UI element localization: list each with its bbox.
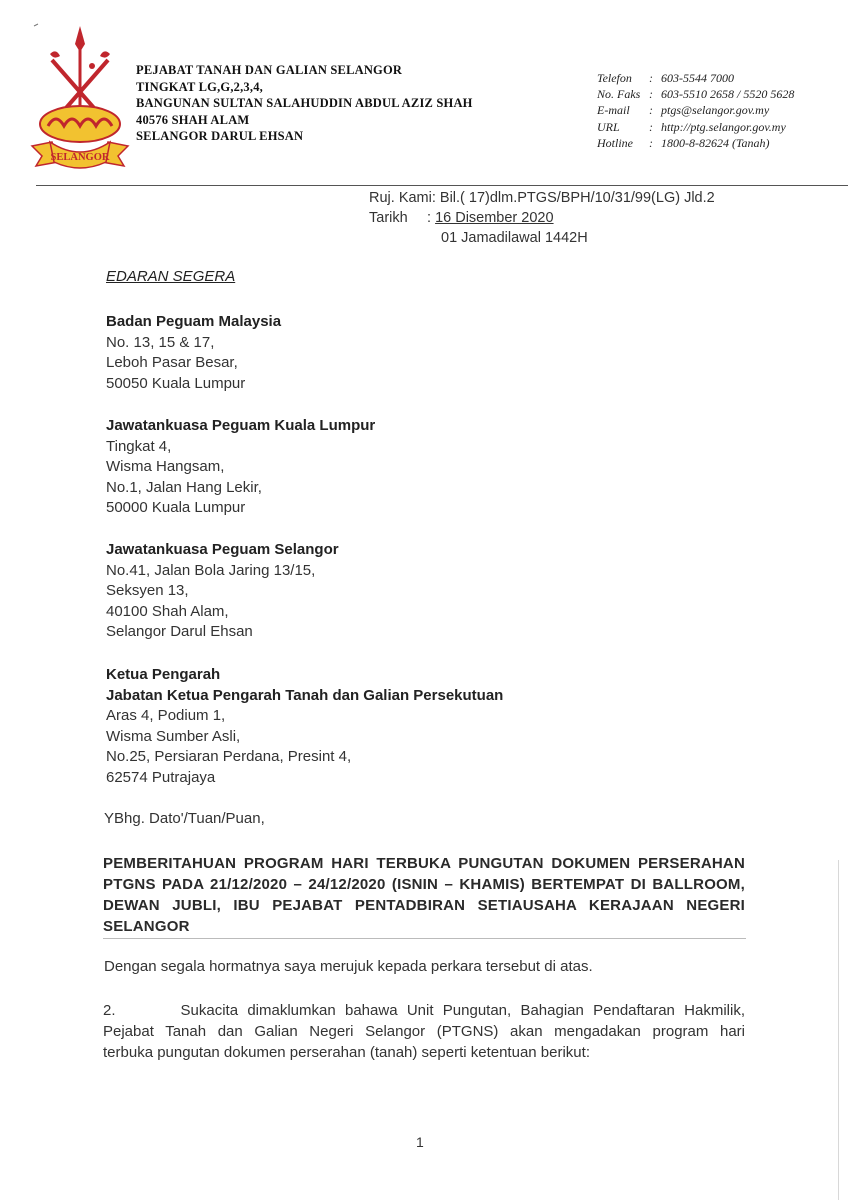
contact-label: Hotline — [597, 135, 633, 150]
contact-value: http://ptg.selangor.gov.my — [661, 119, 786, 134]
address-line: Leboh Pasar Besar, — [106, 354, 238, 371]
address-line: 62574 Putrajaya — [106, 768, 216, 786]
org-line: TINGKAT LG,G,2,3,4, — [136, 79, 263, 94]
recipient-address — [106, 540, 339, 643]
paragraph-1: Dengan segala hormatnya saya merujuk kepada perkara tersebut di atas. — [104, 958, 593, 975]
recipient-name: Jawatankuasa Peguam Kuala Lumpur — [106, 417, 376, 434]
contact-row-telefon: Telefon : 603-5544 7000 — [597, 71, 734, 85]
greeting: YBhg. Dato'/Tuan/Puan, — [104, 810, 265, 827]
date-hijri: 01 Jamadilawal 1442H — [441, 230, 588, 246]
crest-ribbon-text: SELANGOR — [50, 152, 110, 163]
reference-block — [369, 188, 715, 248]
organisation-address — [136, 62, 473, 145]
org-line: SELANGOR DARUL EHSAN — [136, 129, 304, 143]
recipient-address — [106, 416, 375, 519]
contact-label: Telefon — [597, 71, 632, 85]
paragraph-2 — [103, 1000, 745, 1063]
paragraph-line: terbuka pungutan dokumen perserahan (tanah) seperti ketentuan berikut: — [103, 1044, 590, 1061]
contact-row-email: E-mail : ptgs@selangor.gov.my — [597, 103, 770, 118]
address-line: 50050 Kuala Lumpur — [106, 374, 246, 392]
selangor-crest-logo — [28, 14, 132, 170]
address-line: Tingkat 4, — [106, 437, 172, 455]
subject-line: PTGNS PADA 21/12/2020 – 24/12/2020 (ISNIN – KHAMIS) BERTEMPAT DI BALLROOM, — [103, 876, 745, 893]
recipient-name: Badan Peguam Malaysia — [106, 313, 282, 330]
recipient-address — [106, 665, 503, 788]
date-row: Tarikh : 16 Disember 2020 — [369, 210, 554, 226]
reference-number: Ruj. Kami: Bil.( 17)dlm.PTGS/BPH/10/31/99(LG) Jld.2 — [369, 190, 715, 206]
address-line: No.25, Persiaran Perdana, Presint 4, — [106, 748, 352, 765]
subject-heading — [103, 853, 745, 937]
header-divider — [36, 185, 848, 186]
paragraph-line: Pejabat Tanah dan Galian Negeri Selangor (PTGNS) akan mengadakan program hari — [103, 1023, 745, 1040]
subject-line: SELANGOR — [103, 918, 190, 935]
recipient-name: Jawatankuasa Peguam Selangor — [106, 541, 339, 558]
address-line: 50000 Kuala Lumpur — [106, 499, 246, 516]
recipient-address — [106, 312, 281, 394]
address-line: No. 13, 15 & 17, — [106, 333, 215, 351]
contact-label: URL — [597, 119, 620, 134]
contact-value: ptgs@selangor.gov.my — [661, 103, 770, 118]
paragraph-line: 2. Sukacita dimaklumkan bahawa Unit Pungutan, Bahagian Pendaftaran Hakmilik, — [103, 1002, 745, 1019]
address-line: No.41, Jalan Bola Jaring 13/15, — [106, 561, 316, 579]
contact-block — [597, 70, 794, 151]
address-line: No.1, Jalan Hang Lekir, — [106, 478, 262, 496]
contact-value: 1800-8-82624 (Tanah) — [661, 135, 770, 150]
contact-label: E-mail — [597, 103, 630, 118]
contact-row-faks: No. Faks : 603-5510 2658 / 5520 5628 — [597, 87, 795, 102]
date-gregorian: 16 Disember 2020 — [435, 210, 554, 226]
page-number: 1 — [416, 1134, 424, 1150]
scan-edge-line — [838, 860, 839, 1200]
org-line: BANGUNAN SULTAN SALAHUDDIN ABDUL AZIZ SHAH — [136, 96, 473, 110]
address-line: Seksyen 13, — [106, 582, 189, 599]
address-line: Wisma Hangsam, — [106, 458, 225, 475]
contact-row-hotline: Hotline : 1800-8-82624 (Tanah) — [597, 135, 770, 150]
urgent-label: EDARAN SEGERA — [106, 268, 236, 285]
contact-value: 603-5510 2658 / 5520 5628 — [661, 87, 795, 102]
address-line: Selangor Darul Ehsan — [106, 623, 253, 640]
address-line: Aras 4, Podium 1, — [106, 707, 226, 724]
recipient-name: Jabatan Ketua Pengarah Tanah dan Galian Persekutuan — [106, 686, 504, 704]
org-line: 40576 SHAH ALAM — [136, 112, 250, 127]
address-line: 40100 Shah Alam, — [106, 602, 229, 620]
recipient-name: Ketua Pengarah — [106, 666, 221, 683]
contact-row-url: URL : http://ptg.selangor.gov.my — [597, 119, 786, 134]
date-label: Tarikh — [369, 210, 408, 226]
contact-label: No. Faks — [597, 87, 641, 102]
subject-line: DEWAN JUBLI, IBU PEJABAT PENTADBIRAN SETIAUSAHA KERAJAAN NEGERI — [103, 897, 745, 914]
contact-value: 603-5544 7000 — [661, 71, 734, 85]
address-line: Wisma Sumber Asli, — [106, 727, 241, 745]
subject-line: PEMBERITAHUAN PROGRAM HARI TERBUKA PUNGUTAN DOKUMEN PERSERAHAN — [103, 855, 745, 872]
subject-underline — [103, 938, 746, 939]
org-line: PEJABAT TANAH DAN GALIAN SELANGOR — [136, 63, 403, 77]
